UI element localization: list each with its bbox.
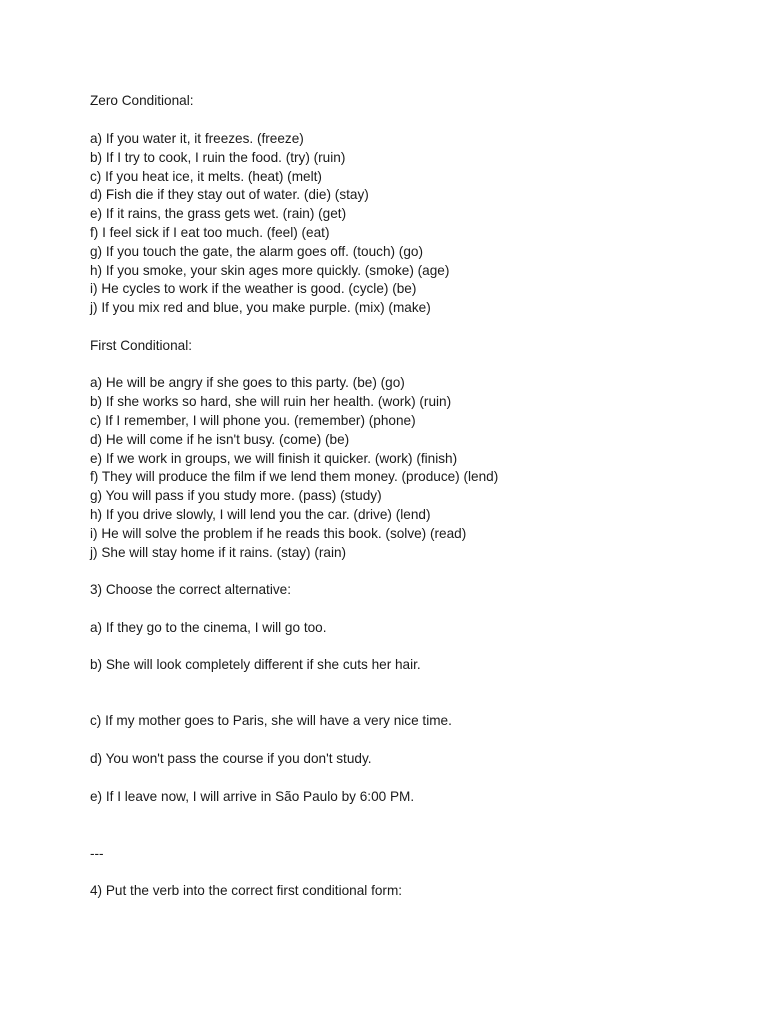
first-item-c: c) If I remember, I will phone you. (remember) (phone) — [90, 413, 416, 428]
section3-item-b: b) She will look completely different if she cuts her hair. — [90, 657, 421, 672]
first-item-j: j) She will stay home if it rains. (stay) (rain) — [90, 545, 347, 560]
zero-item-h: h) If you smoke, your skin ages more quickly. (smoke) (age) — [90, 263, 450, 278]
zero-item-g: g) If you touch the gate, the alarm goes off. (touch) (go) — [90, 244, 423, 259]
section3-item-d: d) You won't pass the course if you don't study. — [90, 751, 372, 766]
first-item-i: i) He will solve the problem if he reads this book. (solve) (read) — [90, 526, 467, 541]
first-item-g: g) You will pass if you study more. (pass) (study) — [90, 488, 382, 503]
section3-heading: 3) Choose the correct alternative: — [90, 582, 291, 597]
first-item-a: a) He will be angry if she goes to this party. (be) (go) — [90, 375, 405, 390]
zero-item-i: i) He cycles to work if the weather is good. (cycle) (be) — [90, 281, 417, 296]
section4-heading: 4) Put the verb into the correct first conditional form: — [90, 883, 403, 898]
first-conditional-heading: First Conditional: — [90, 338, 192, 353]
first-item-f: f) They will produce the film if we lend them money. (produce) (lend) — [90, 469, 499, 484]
zero-item-a: a) If you water it, it freezes. (freeze) — [90, 131, 304, 146]
section3-item-e: e) If I leave now, I will arrive in São Paulo by 6:00 PM. — [90, 789, 415, 804]
first-item-d: d) He will come if he isn't busy. (come) (be) — [90, 432, 350, 447]
first-item-b: b) If she works so hard, she will ruin her health. (work) (ruin) — [90, 394, 452, 409]
zero-item-j: j) If you mix red and blue, you make purple. (mix) (make) — [90, 300, 431, 315]
zero-item-f: f) I feel sick if I eat too much. (feel) (eat) — [90, 225, 330, 240]
first-item-e: e) If we work in groups, we will finish it quicker. (work) (finish) — [90, 451, 458, 466]
separator: --- — [90, 846, 104, 861]
section3-item-a: a) If they go to the cinema, I will go too. — [90, 620, 327, 635]
zero-item-e: e) If it rains, the grass gets wet. (rain) (get) — [90, 206, 347, 221]
zero-conditional-heading: Zero Conditional: — [90, 93, 194, 108]
zero-item-c: c) If you heat ice, it melts. (heat) (melt) — [90, 169, 322, 184]
zero-item-b: b) If I try to cook, I ruin the food. (try) (ruin) — [90, 150, 346, 165]
section3-item-c: c) If my mother goes to Paris, she will have a very nice time. — [90, 713, 452, 728]
first-item-h: h) If you drive slowly, I will lend you the car. (drive) (lend) — [90, 507, 431, 522]
zero-item-d: d) Fish die if they stay out of water. (die) (stay) — [90, 187, 369, 202]
